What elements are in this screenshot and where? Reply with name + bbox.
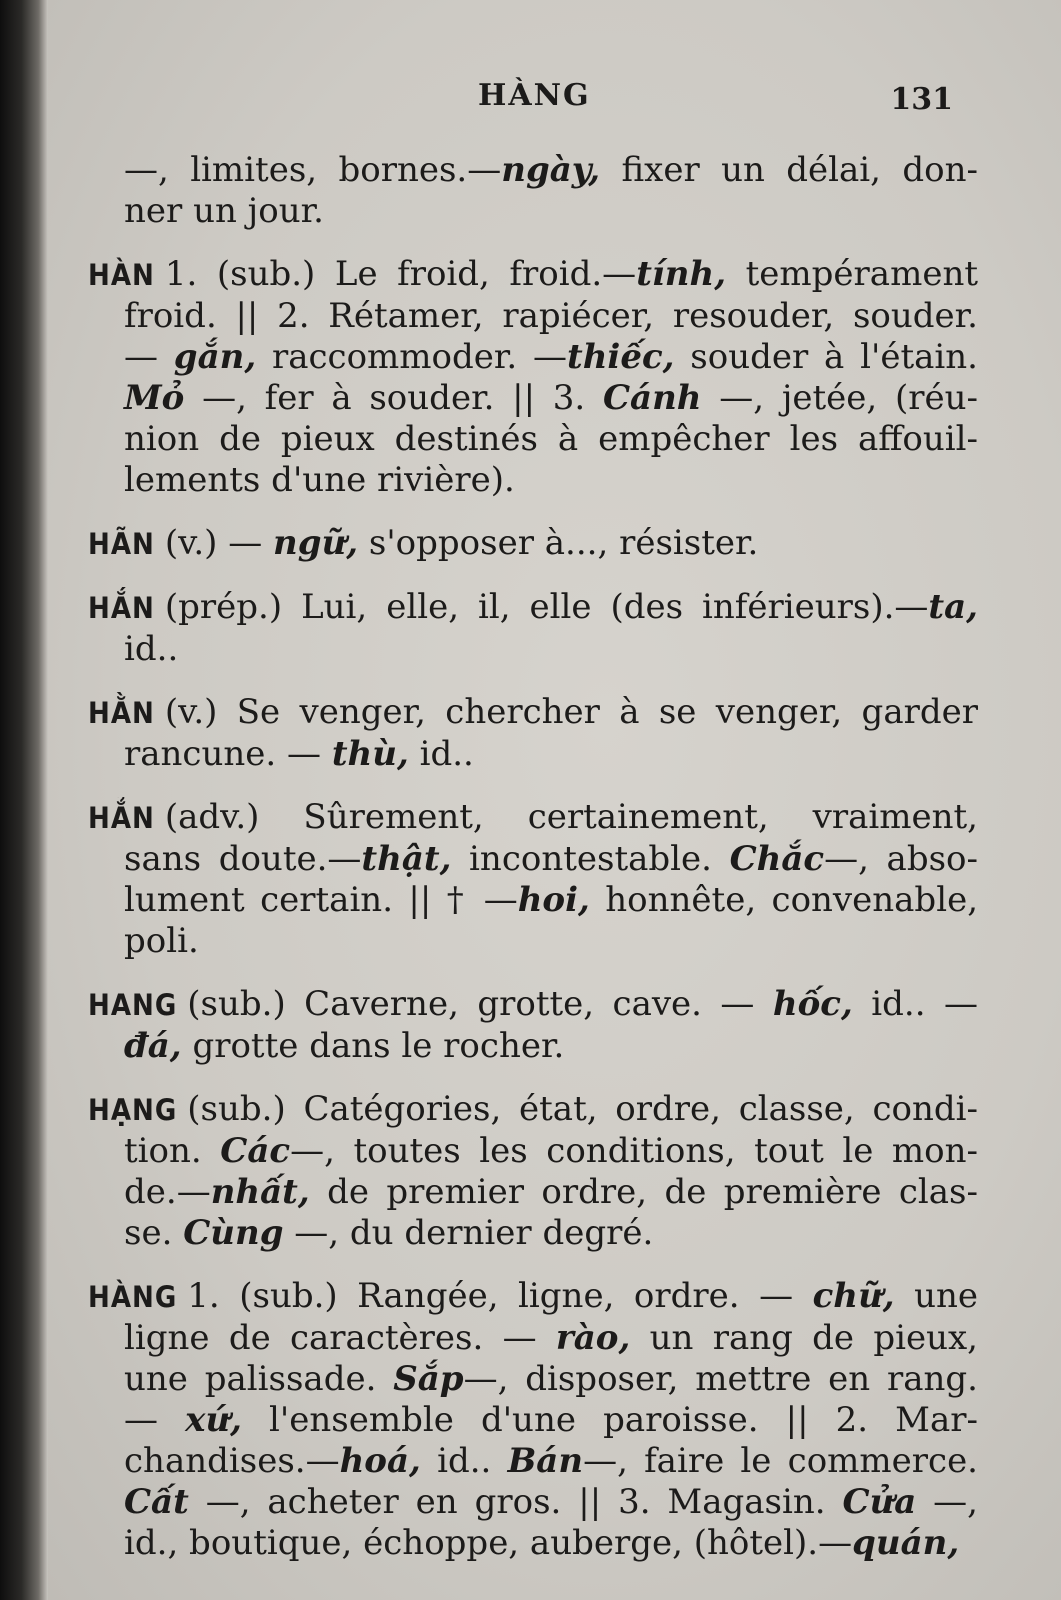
vietnamese-term: rào, <box>555 1318 631 1358</box>
vietnamese-term: Cùng <box>183 1213 284 1253</box>
headword: HÀN <box>88 258 155 292</box>
definition-text: chandises.— <box>124 1441 340 1481</box>
definition-text: un rang de pieux, <box>630 1318 978 1358</box>
vietnamese-term: Các <box>220 1131 291 1171</box>
vietnamese-term: ta, <box>928 587 978 627</box>
definition-text: rancune. — <box>124 734 332 774</box>
vietnamese-term: gắn, <box>173 337 257 377</box>
vietnamese-term: Cánh <box>603 378 702 418</box>
dictionary-entry <box>88 587 978 670</box>
entry-line <box>88 880 978 921</box>
dictionary-entry <box>88 254 978 501</box>
dictionary-entry <box>88 797 978 962</box>
headword: HẲN <box>88 801 155 835</box>
definition-text: id.. — <box>852 984 978 1024</box>
vietnamese-term: nhất, <box>210 1172 310 1212</box>
vietnamese-term: Cất <box>124 1482 189 1522</box>
entry-line <box>88 734 978 775</box>
definition-text: —, abso- <box>824 839 978 879</box>
entry-line <box>88 1089 978 1131</box>
entry-line <box>88 921 978 962</box>
definition-text: (sub.) Catégories, état, ordre, classe, condi- <box>187 1089 978 1129</box>
definition-text: fixer un délai, don- <box>600 150 978 190</box>
entry-line <box>88 629 978 670</box>
definition-text: (adv.) Sûrement, certainement, vraiment, <box>164 797 978 837</box>
vietnamese-term: hoá, <box>339 1441 421 1481</box>
entry-line <box>88 1026 978 1067</box>
entry-line <box>88 460 978 501</box>
definition-text: —, limites, bornes.— <box>124 150 502 190</box>
dictionary-entry <box>88 523 978 565</box>
entry-line <box>88 692 978 734</box>
definition-text: id., boutique, échoppe, auberge, (hôtel).— <box>124 1523 853 1563</box>
entry-line <box>88 1359 978 1400</box>
entry-line <box>88 1482 978 1523</box>
entry-line <box>88 1213 978 1254</box>
entry-line <box>88 296 978 337</box>
definition-text: — <box>124 1400 186 1440</box>
vietnamese-term: Cửa <box>842 1482 917 1522</box>
dictionary-entry <box>88 150 978 232</box>
entry-line <box>88 587 978 629</box>
entry-line <box>88 254 978 296</box>
entry-line <box>88 150 978 191</box>
vietnamese-term: ngữ, <box>273 523 359 563</box>
definition-text: de.— <box>124 1172 211 1212</box>
definition-text: honnête, convenable, <box>589 880 978 920</box>
definition-text: —, du dernier degré. <box>283 1213 654 1253</box>
dictionary-entry <box>88 1276 978 1564</box>
entry-line <box>88 337 978 378</box>
definition-text: se. <box>124 1213 184 1253</box>
vietnamese-term: Sắp <box>393 1359 464 1399</box>
vietnamese-term: thù, <box>331 734 409 774</box>
definition-text: —, <box>916 1482 978 1522</box>
headword: HẮN <box>88 591 155 625</box>
definition-text: (sub.) Caverne, grotte, cave. — <box>187 984 773 1024</box>
definition-text: id.. <box>408 734 474 774</box>
entry-line <box>88 1318 978 1359</box>
definition-text: — <box>124 337 174 377</box>
entry-line <box>88 1400 978 1441</box>
definition-text: ligne de caractères. — <box>124 1318 556 1358</box>
vietnamese-term: Mỏ <box>124 378 185 418</box>
entry-line <box>88 1276 978 1318</box>
vietnamese-term: Bán <box>507 1441 584 1481</box>
dictionary-page <box>48 0 1061 1600</box>
definition-text: —, disposer, mettre en rang. <box>463 1359 978 1399</box>
definition-text: id.. <box>124 629 179 669</box>
definition-text: s'opposer à..., résister. <box>358 523 759 563</box>
definition-text: grotte dans le rocher. <box>181 1026 565 1066</box>
definition-text: une palissade. <box>124 1359 394 1399</box>
definition-text: sans doute.— <box>124 839 362 879</box>
running-head <box>48 78 1061 118</box>
entry-line <box>88 1131 978 1172</box>
headword: HẰN <box>88 696 155 730</box>
book-spine-shadow <box>0 0 48 1600</box>
vietnamese-term: thiếc, <box>567 337 675 377</box>
dictionary-entry <box>88 692 978 775</box>
vietnamese-term: đá, <box>124 1026 182 1066</box>
definition-text: —, fer à souder. || 3. <box>184 378 603 418</box>
vietnamese-term: hoi, <box>517 880 590 920</box>
entry-line <box>88 1523 978 1564</box>
definition-text: tempérament <box>726 254 978 294</box>
entry-line <box>88 1172 978 1213</box>
entry-line <box>88 378 978 419</box>
headword: HÀNG <box>88 1280 178 1314</box>
entry-line <box>88 191 978 232</box>
definition-text: 1. (sub.) Rangée, ligne, ordre. — <box>187 1276 813 1316</box>
definition-text: —, faire le commerce. <box>583 1441 978 1481</box>
definition-text: —, jetée, (réu- <box>701 378 978 418</box>
headword: HÃN <box>88 527 155 561</box>
definition-text: (prép.) Lui, elle, il, elle (des inférieurs).— <box>164 587 929 627</box>
headword: HANG <box>88 988 178 1022</box>
definition-text: —, toutes les conditions, tout le mon- <box>290 1131 978 1171</box>
definition-text: tion. <box>124 1131 221 1171</box>
vietnamese-term: thật, <box>361 839 452 879</box>
entry-line <box>88 984 978 1026</box>
definition-text: l'ensemble d'une paroisse. || 2. Mar- <box>241 1400 978 1440</box>
dictionary-entry <box>88 984 978 1067</box>
vietnamese-term: quán, <box>852 1523 960 1563</box>
definition-text: lements d'une rivière). <box>124 460 515 500</box>
definition-text: (v.) Se venger, chercher à se venger, garder <box>164 692 978 732</box>
definition-text: une <box>894 1276 978 1316</box>
dictionary-entry <box>88 1089 978 1254</box>
definition-text: lument certain. || † — <box>124 880 518 920</box>
vietnamese-term: ngày, <box>501 150 601 190</box>
vietnamese-term: tính, <box>636 254 727 294</box>
definition-text: nion de pieux destinés à empêcher les affouil- <box>124 419 978 459</box>
entry-line <box>88 839 978 880</box>
vietnamese-term: hốc, <box>772 984 853 1024</box>
entry-line <box>88 1441 978 1482</box>
definition-text: incontestable. <box>451 839 730 879</box>
definition-text: 1. (sub.) Le froid, froid.— <box>164 254 637 294</box>
entry-line <box>88 797 978 839</box>
definition-text: raccommoder. — <box>256 337 567 377</box>
definition-text: (v.) — <box>164 523 274 563</box>
vietnamese-term: chữ, <box>812 1276 895 1316</box>
page-number: 131 <box>890 82 953 117</box>
definition-text: id.. <box>420 1441 508 1481</box>
dictionary-entries <box>88 150 978 1586</box>
headword: HẠNG <box>88 1093 178 1127</box>
entry-line <box>88 419 978 460</box>
definition-text: de premier ordre, de première clas- <box>309 1172 978 1212</box>
definition-text: —, acheter en gros. || 3. Magasin. <box>188 1482 843 1522</box>
running-head-title: HÀNG <box>478 78 591 113</box>
definition-text: souder à l'étain. <box>674 337 978 377</box>
vietnamese-term: Chắc <box>729 839 825 879</box>
vietnamese-term: xứ, <box>185 1400 242 1440</box>
definition-text: ner un jour. <box>124 191 324 231</box>
definition-text: froid. || 2. Rétamer, rapiécer, resouder, souder. <box>124 296 978 336</box>
entry-line <box>88 523 978 565</box>
definition-text: poli. <box>124 921 199 961</box>
